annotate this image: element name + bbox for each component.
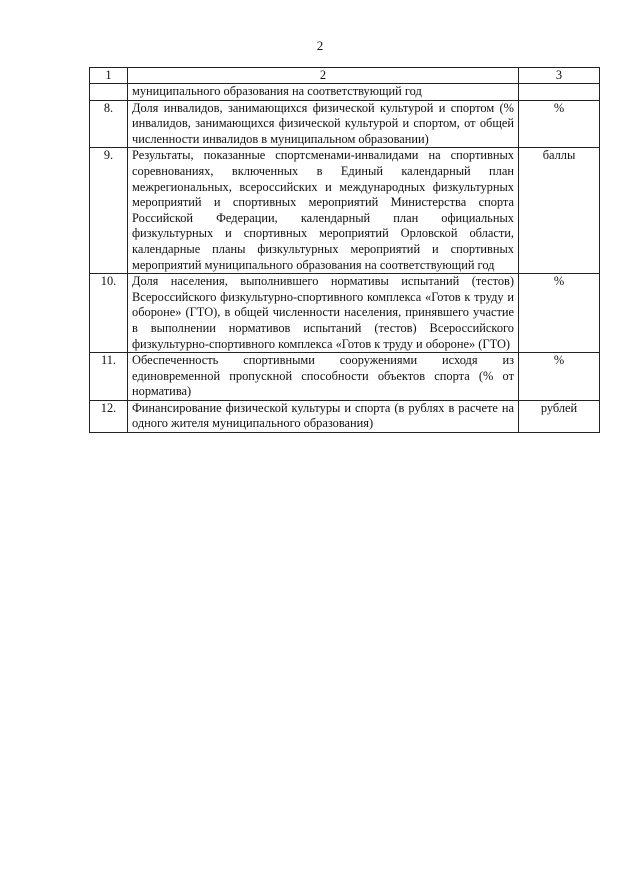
- table-header-row: [90, 68, 600, 84]
- row-number-cell: [90, 84, 128, 101]
- table-row: [90, 400, 600, 432]
- unit-cell: %: [519, 274, 600, 353]
- table-row: [90, 353, 600, 401]
- row-number-cell: 9.: [90, 148, 128, 274]
- indicator-name-cell: Финансирование физической культуры и спорта (в рублях в расчете на одного жителя муниципального образования): [128, 400, 519, 432]
- unit-cell: [519, 84, 600, 101]
- column-header: 2: [128, 68, 519, 84]
- page-number: 2: [316, 38, 324, 53]
- indicator-name-cell: муниципального образования на соответствующий год: [128, 84, 519, 101]
- indicator-name-cell: Обеспеченность спортивными сооружениями исходя из единовременной пропускной способности объектов спорта (% от норматива): [128, 353, 519, 401]
- unit-cell: %: [519, 100, 600, 148]
- indicator-name-cell: Доля инвалидов, занимающихся физической культурой и спортом (% инвалидов, занимающихся физической культурой и спортом, от общей численности инвалидов в муниципальном образовании): [128, 100, 519, 148]
- row-number-cell: 10.: [90, 274, 128, 353]
- row-number-cell: 11.: [90, 353, 128, 401]
- unit-cell: %: [519, 353, 600, 401]
- column-header: 3: [519, 68, 600, 84]
- indicator-name-cell: Доля населения, выполнившего нормативы испытаний (тестов) Всероссийского физкультурно-спортивного комплекса «Готов к труду и обороне» (ГТО), в общей численности населения, принявшего участие в выполнении нормативов испытаний (тестов) Всероссийского физкультурно-спортивного комплекса «Готов к труду и обороне» (ГТО): [128, 274, 519, 353]
- column-header: 1: [90, 68, 128, 84]
- row-number-cell: 8.: [90, 100, 128, 148]
- table-row-continuation: [90, 84, 600, 101]
- unit-cell: рублей: [519, 400, 600, 432]
- row-number-cell: 12.: [90, 400, 128, 432]
- indicators-table: [89, 67, 600, 433]
- indicator-name-cell: Результаты, показанные спортсменами-инвалидами на спортивных соревнованиях, включенных в Единый календарный план межрегиональных, всероссийских и международных физкультурных мероприятий и спортивных мероприятий Министерства спорта Российской Федерации, календарный план официальных физкультурных и спортивных мероприятий Орловской области, календарные планы физкультурных мероприятий и спортивных мероприятий муниципального образования на соответствующий год: [128, 148, 519, 274]
- unit-cell: баллы: [519, 148, 600, 274]
- table-row: [90, 100, 600, 148]
- table-row: [90, 274, 600, 353]
- table-row: [90, 148, 600, 274]
